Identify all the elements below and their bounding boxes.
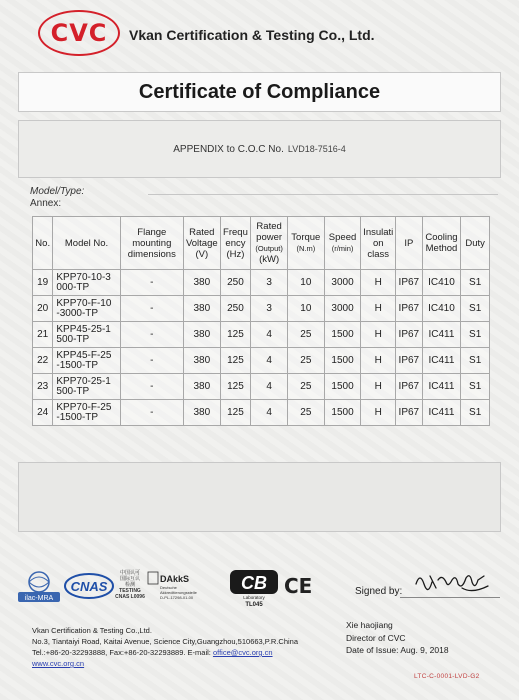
header-ip: IP [396, 217, 423, 270]
cell-insulation: H [361, 374, 396, 400]
appendix-label: APPENDIX to C.O.C No. [173, 143, 284, 155]
cnas-testing-mark: 中国认可 国际互认 检测 TESTING CNAS L0096 [115, 570, 145, 600]
cell-voltage: 380 [183, 400, 220, 426]
cell-torque: 25 [287, 400, 324, 426]
cell-torque: 10 [287, 270, 324, 296]
cell-no: 22 [33, 348, 53, 374]
cell-ip: IP67 [396, 400, 423, 426]
cell-ip: IP67 [396, 322, 423, 348]
cell-power: 4 [251, 400, 288, 426]
annex-divider [148, 194, 498, 195]
header-insulation: Insulati on class [361, 217, 396, 270]
cell-voltage: 380 [183, 296, 220, 322]
blank-notes-box [18, 462, 501, 532]
cell-flange: - [120, 348, 183, 374]
company-name: Vkan Certification & Testing Co., Ltd. [129, 27, 375, 43]
cell-ip: IP67 [396, 270, 423, 296]
handwritten-signature [412, 566, 492, 596]
cell-torque: 25 [287, 374, 324, 400]
svg-text:Deutsche: Deutsche [160, 585, 177, 590]
table-row [33, 400, 490, 426]
appendix-box [18, 120, 501, 178]
cell-no: 23 [33, 374, 53, 400]
cell-duty: S1 [461, 348, 490, 374]
header-speed: Speed (r/min) [324, 217, 361, 270]
cell-power: 3 [251, 296, 288, 322]
svg-text:Akkreditierungsstelle: Akkreditierungsstelle [160, 590, 197, 595]
ilac-mra-logo [18, 570, 60, 602]
table-row [33, 322, 490, 348]
cell-flange: - [120, 400, 183, 426]
coc-number: LVD18-7516-4 [287, 144, 346, 154]
cell-speed: 1500 [324, 374, 361, 400]
table-row [33, 374, 490, 400]
cell-duty: S1 [461, 270, 490, 296]
cell-speed: 1500 [324, 348, 361, 374]
cell-flange: - [120, 296, 183, 322]
cell-flange: - [120, 270, 183, 296]
cell-voltage: 380 [183, 374, 220, 400]
svg-text:D-PL-17298-01-00: D-PL-17298-01-00 [160, 595, 194, 600]
header-model: Model No. [53, 217, 120, 270]
email-link[interactable]: office@cvc.org.cn [212, 648, 273, 657]
cell-ip: IP67 [396, 296, 423, 322]
model-type-label: Model/Type: [30, 186, 85, 197]
signed-by-label: Signed by: [355, 586, 403, 597]
cell-speed: 3000 [324, 270, 361, 296]
cell-power: 4 [251, 322, 288, 348]
header-duty: Duty [461, 217, 490, 270]
cell-frequency: 250 [220, 296, 251, 322]
cell-duty: S1 [461, 374, 490, 400]
cell-voltage: 380 [183, 270, 220, 296]
header-flange: Flange mounting dimensions [120, 217, 183, 270]
header-power: Rated power (Output) (kW) [251, 217, 288, 270]
cell-model: KPP70-10-3 000-TP [53, 270, 120, 296]
footer-company: Vkan Certification & Testing Co.,Ltd. [32, 626, 152, 635]
footer-address: No.3, Tiantaiyi Road, Kaitai Avenue, Science City,Guangzhou,510663,P.R.China [32, 637, 299, 646]
date-of-issue: Date of Issue: Aug. 9, 2018 [346, 645, 449, 655]
table-header-row [33, 217, 490, 270]
cell-voltage: 380 [183, 348, 220, 374]
cell-insulation: H [361, 348, 396, 374]
cell-speed: 3000 [324, 296, 361, 322]
header-voltage: Rated Voltage (V) [183, 217, 220, 270]
cell-power: 4 [251, 374, 288, 400]
cell-no: 21 [33, 322, 53, 348]
cell-frequency: 125 [220, 322, 251, 348]
cell-insulation: H [361, 270, 396, 296]
cb-code: TL045 [245, 602, 263, 608]
cell-cooling: IC410 [422, 270, 461, 296]
cell-frequency: 125 [220, 374, 251, 400]
annex-label: Annex: [30, 198, 62, 209]
header-cooling: Cooling Method [422, 217, 461, 270]
signatory-details [346, 619, 449, 657]
cell-torque: 25 [287, 322, 324, 348]
table-row [33, 296, 490, 322]
cnas-label: CNAS [70, 579, 108, 594]
cell-insulation: H [361, 400, 396, 426]
ilac-label: ilac-MRA [24, 595, 54, 602]
cell-cooling: IC411 [422, 374, 461, 400]
signatory-name: Xie haojiang [346, 620, 393, 630]
title-box [18, 72, 501, 112]
cell-no: 24 [33, 400, 53, 426]
dakks-label: DAkkS [160, 574, 190, 584]
cell-model: KPP70-25-1 500-TP [53, 374, 120, 400]
svg-text:Laboratory: Laboratory [243, 595, 265, 600]
cell-cooling: IC411 [422, 400, 461, 426]
dakks-logo [146, 570, 216, 604]
certificate-title: Certificate of Compliance [138, 80, 381, 103]
cell-ip: IP67 [396, 348, 423, 374]
cell-duty: S1 [461, 296, 490, 322]
cell-no: 19 [33, 270, 53, 296]
header-no: No. [33, 217, 53, 270]
cell-cooling: IC411 [422, 348, 461, 374]
cell-speed: 1500 [324, 322, 361, 348]
cell-speed: 1500 [324, 400, 361, 426]
table-row [33, 348, 490, 374]
ce-mark: CE [284, 574, 313, 598]
header-torque: Torque (N.m) [287, 217, 324, 270]
document-code: LTC-C-0001-LVD-G2 [414, 673, 480, 680]
cvc-logo-text: CVC [50, 19, 108, 47]
cell-ip: IP67 [396, 374, 423, 400]
cell-no: 20 [33, 296, 53, 322]
cell-model: KPP70-F-25 -1500-TP [53, 400, 120, 426]
signatory-title: Director of CVC [346, 632, 406, 643]
cell-voltage: 380 [183, 322, 220, 348]
cell-cooling: IC410 [422, 296, 461, 322]
cell-frequency: 250 [220, 270, 251, 296]
cell-duty: S1 [461, 322, 490, 348]
table-row [33, 270, 490, 296]
header-frequency: Frequ ency (Hz) [220, 217, 251, 270]
cvc-logo [38, 10, 120, 56]
cell-model: KPP45-25-1 500-TP [53, 322, 120, 348]
cell-frequency: 125 [220, 348, 251, 374]
footer-contact [32, 625, 298, 669]
cell-power: 4 [251, 348, 288, 374]
signature-line [400, 597, 500, 598]
cell-duty: S1 [461, 400, 490, 426]
cell-frequency: 125 [220, 400, 251, 426]
cell-power: 3 [251, 270, 288, 296]
cell-torque: 25 [287, 348, 324, 374]
cell-flange: - [120, 374, 183, 400]
cell-torque: 10 [287, 296, 324, 322]
cell-model: KPP45-F-25 -1500-TP [53, 348, 120, 374]
website-link[interactable]: www.cvc.org.cn [32, 659, 85, 668]
cb-label: CB [241, 573, 267, 593]
footer-tel-fax: Tel.:+86-20-32293888, Fax:+86-20-32293889. E-mail: office@cvc.org.cn [32, 648, 273, 657]
cell-model: KPP70-F-10 -3000-TP [53, 296, 120, 322]
cell-insulation: H [361, 322, 396, 348]
cell-cooling: IC411 [422, 322, 461, 348]
cell-flange: - [120, 322, 183, 348]
cell-insulation: H [361, 296, 396, 322]
specs-table [32, 216, 490, 426]
